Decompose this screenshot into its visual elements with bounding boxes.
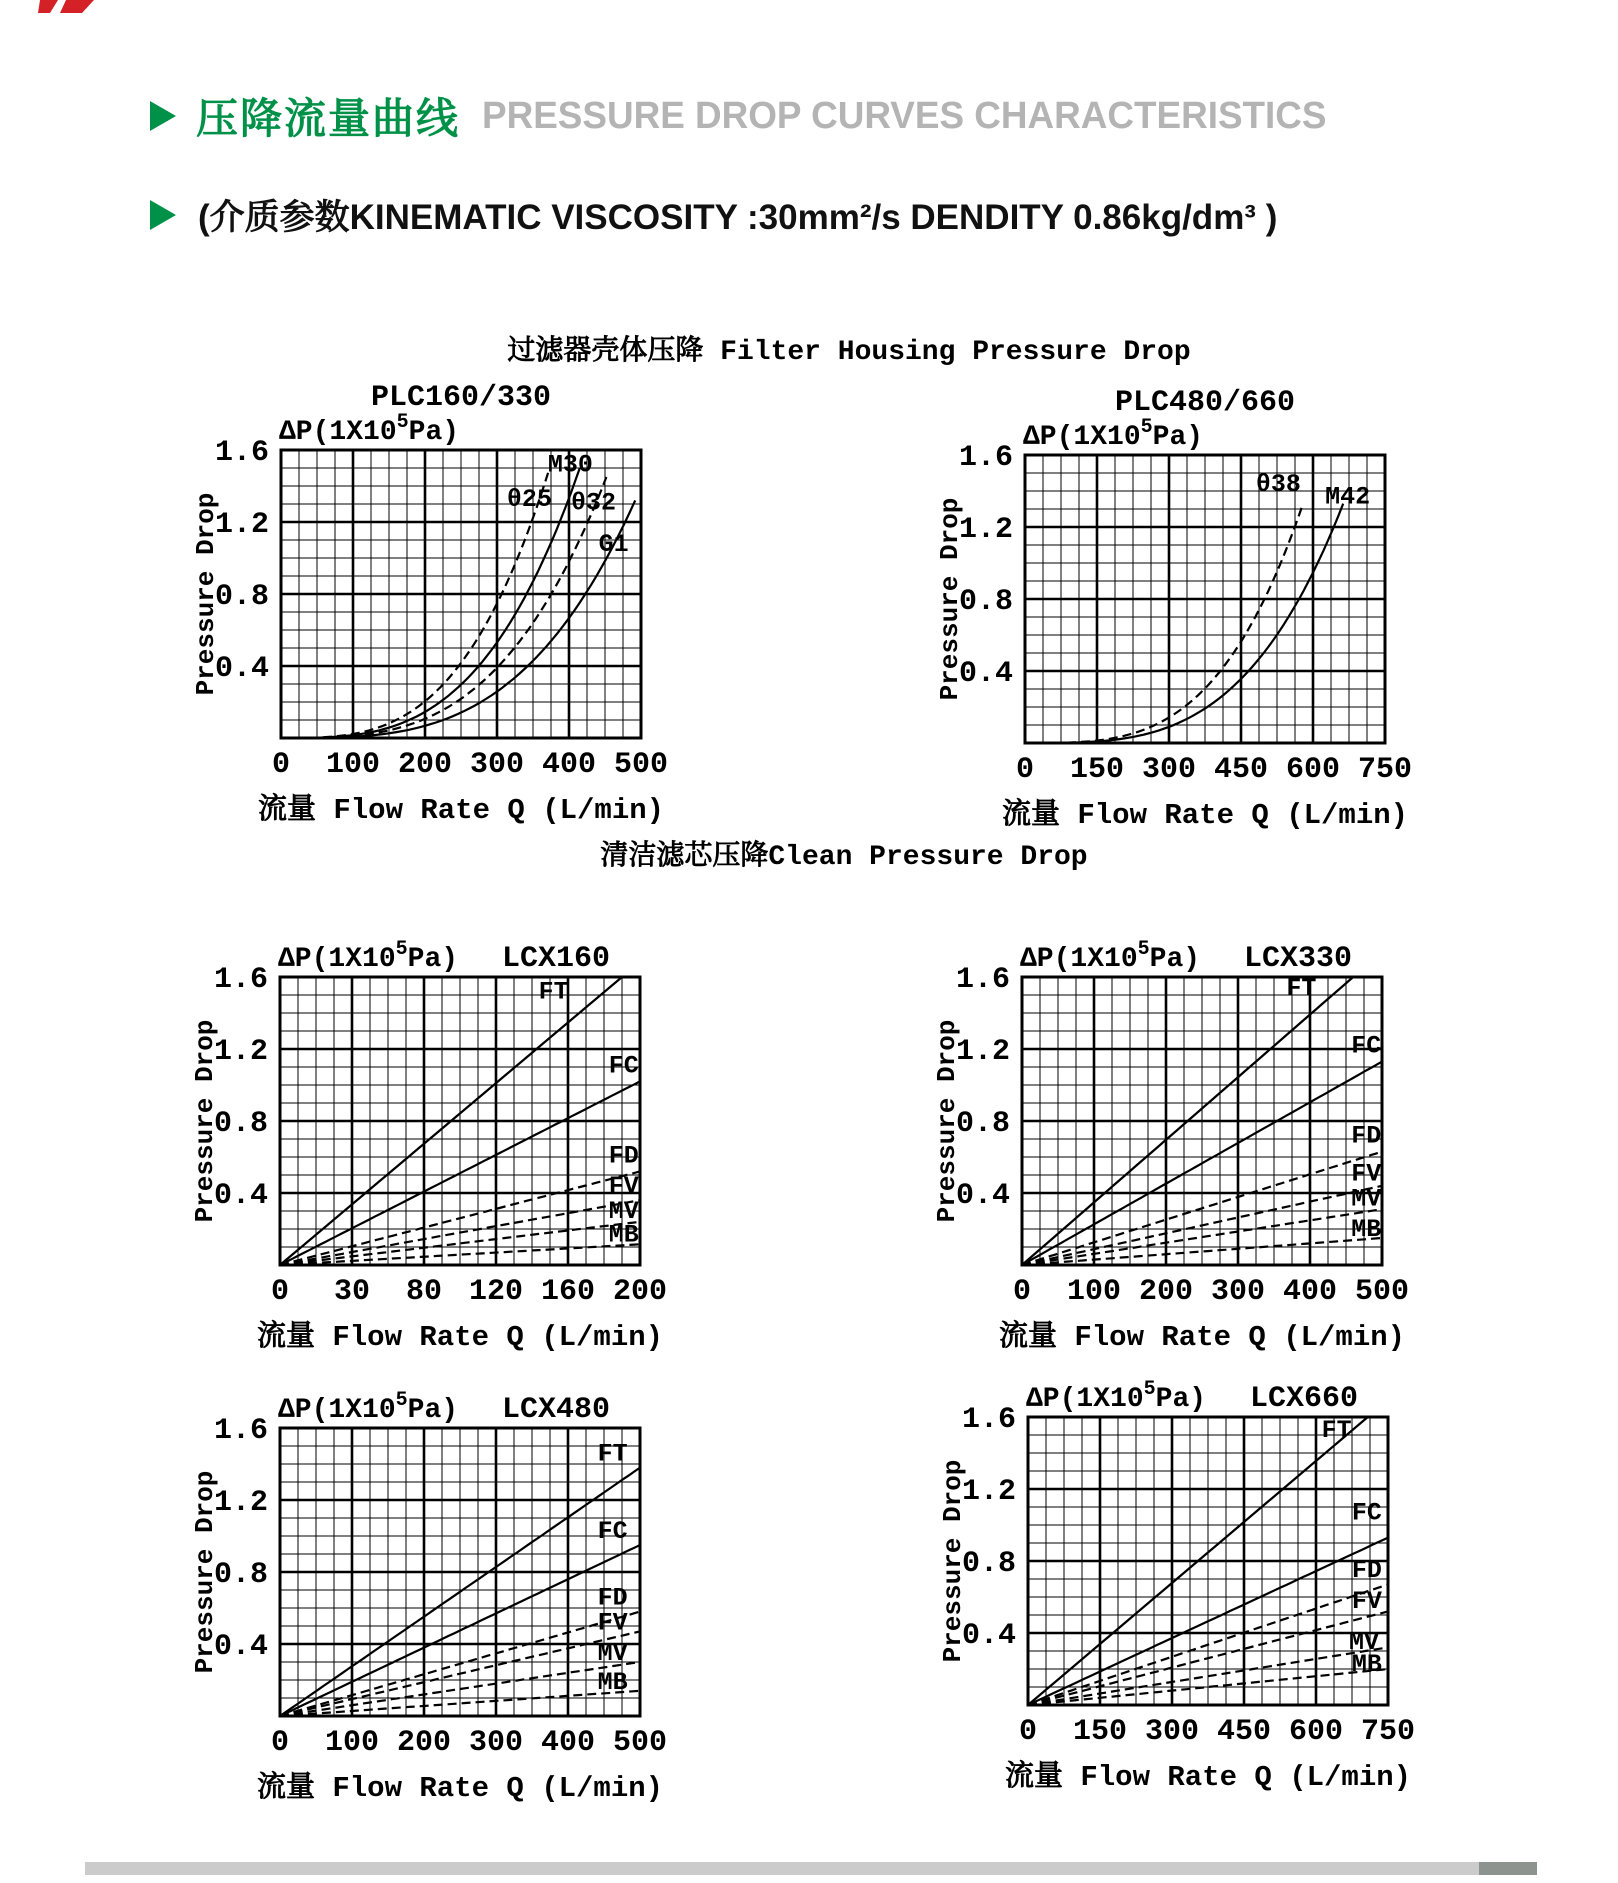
chart-title: PLC480/660 xyxy=(1114,386,1296,420)
section-title-housing: 过滤器壳体压降 Filter Housing Pressure Drop xyxy=(507,337,1191,368)
x-tick: 150 xyxy=(1069,753,1125,787)
x-tick: 0 xyxy=(270,1275,290,1309)
x-tick: 100 xyxy=(324,1726,380,1760)
x-tick: 0 xyxy=(270,1726,290,1760)
chart-svg-PLC480/660 xyxy=(905,380,1445,845)
curve-label-MV: MV xyxy=(597,1639,628,1669)
chart-svg-LCX330 xyxy=(902,902,1442,1367)
dp-axis-label: $\Delta P(1X10^5Pa)$ xyxy=(279,411,460,448)
chart-svg-LCX480 xyxy=(160,1353,700,1818)
x-tick: 400 xyxy=(540,1726,596,1760)
curve-label-MB: MB xyxy=(1351,1215,1382,1245)
x-tick: 0 xyxy=(271,748,291,782)
y-axis-name: Pressure Drop xyxy=(191,492,221,696)
y-tick: 1.2 xyxy=(213,1035,268,1069)
bullet-arrow-icon xyxy=(150,101,176,131)
chart-title: LCX660 xyxy=(1250,1382,1359,1416)
x-tick: 750 xyxy=(1360,1715,1416,1749)
x-tick: 0 xyxy=(1015,753,1035,787)
x-tick: 200 xyxy=(612,1275,668,1309)
y-tick: 1.6 xyxy=(955,963,1010,997)
curve-label-FD: FD xyxy=(1351,1121,1382,1151)
x-tick: 400 xyxy=(1282,1275,1338,1309)
x-tick: 300 xyxy=(1144,1715,1200,1749)
y-tick: 0.8 xyxy=(213,1558,268,1592)
curve-label-MB: MB xyxy=(608,1220,639,1250)
chart-lcx330 xyxy=(902,902,1442,1367)
chart-title: LCX160 xyxy=(502,942,611,976)
x-tick: 100 xyxy=(1066,1275,1122,1309)
x-tick: 400 xyxy=(541,748,597,782)
y-tick: 1.6 xyxy=(213,1414,268,1448)
chart-svg-LCX660 xyxy=(908,1342,1448,1807)
y-tick: 0.8 xyxy=(961,1547,1016,1581)
y-tick: 1.2 xyxy=(955,1035,1010,1069)
curve-label-MB: MB xyxy=(1351,1649,1382,1679)
y-axis-name: Pressure Drop xyxy=(935,497,965,701)
dp-axis-label: $\Delta P(1X10^5Pa)$ xyxy=(1023,416,1204,453)
curve-label-FT: FT xyxy=(538,977,569,1007)
y-tick: 0.4 xyxy=(961,1619,1016,1653)
header-row-params xyxy=(150,190,1277,240)
media-params-text: (介质参数KINEMATIC VISCOSITY :30mm²/s DENDITY 0.86kg/dm³ ) xyxy=(198,198,1278,237)
y-tick: 1.6 xyxy=(214,436,269,470)
page-title-en: PRESSURE DROP CURVES CHARACTERISTICS xyxy=(482,94,1327,137)
x-tick: 160 xyxy=(540,1275,596,1309)
dp-axis-label: $\Delta P(1X10^5Pa)$ xyxy=(278,938,459,975)
chart-plc480-660 xyxy=(905,380,1445,845)
curve-label-FC: FC xyxy=(597,1516,628,1546)
chart-title: PLC160/330 xyxy=(370,381,552,415)
page-title-cn: 压降流量曲线 xyxy=(196,95,461,142)
x-tick: 300 xyxy=(469,748,525,782)
curve-label-FD: FD xyxy=(1351,1556,1382,1586)
y-axis-name: Pressure Drop xyxy=(938,1459,968,1663)
curve-label-θ25: θ25 xyxy=(506,484,552,514)
x-axis-name: 流量 Flow Rate Q (L/min) xyxy=(257,794,665,827)
dp-axis-label: $\Delta P(1X10^5Pa)$ xyxy=(1020,938,1201,975)
y-tick: 0.8 xyxy=(958,585,1013,619)
x-tick: 450 xyxy=(1213,753,1269,787)
section-title-clean: 清洁滤芯压降Clean Pressure Drop xyxy=(600,842,1088,873)
y-tick: 1.2 xyxy=(961,1475,1016,1509)
chart-plc160-330 xyxy=(161,375,701,840)
x-tick: 30 xyxy=(333,1275,371,1309)
x-axis-name: 流量 Flow Rate Q (L/min) xyxy=(256,1321,664,1354)
x-tick: 500 xyxy=(1354,1275,1410,1309)
curve-label-G1: G1 xyxy=(598,529,629,559)
x-tick: 0 xyxy=(1018,1715,1038,1749)
y-tick: 0.8 xyxy=(213,1107,268,1141)
y-tick: 1.6 xyxy=(958,441,1013,475)
x-tick: 600 xyxy=(1285,753,1341,787)
footer-accent-bar xyxy=(1479,1862,1537,1875)
x-tick: 750 xyxy=(1357,753,1413,787)
x-tick: 100 xyxy=(325,748,381,782)
chart-lcx480 xyxy=(160,1353,700,1818)
x-tick: 500 xyxy=(612,1726,668,1760)
curve-label-FV: FV xyxy=(1351,1159,1382,1189)
footer-bar xyxy=(85,1862,1537,1875)
y-tick: 0.4 xyxy=(958,657,1013,691)
curve-label-M42: M42 xyxy=(1325,482,1371,512)
x-tick: 600 xyxy=(1288,1715,1344,1749)
x-axis-name: 流量 Flow Rate Q (L/min) xyxy=(1001,799,1409,832)
x-tick: 300 xyxy=(1210,1275,1266,1309)
curve-label-FV: FV xyxy=(1351,1586,1382,1616)
curve-label-FD: FD xyxy=(597,1583,628,1613)
x-axis-name: 流量 Flow Rate Q (L/min) xyxy=(998,1321,1406,1354)
y-tick: 1.2 xyxy=(213,1486,268,1520)
chart-title: LCX480 xyxy=(502,1393,611,1427)
y-tick: 0.4 xyxy=(213,1630,268,1664)
y-tick: 0.4 xyxy=(214,652,269,686)
y-tick: 0.4 xyxy=(213,1179,268,1213)
curve-label-FC: FC xyxy=(608,1051,639,1081)
curve-label-M30: M30 xyxy=(547,450,593,480)
curve-label-MV: MV xyxy=(1351,1184,1382,1214)
x-tick: 200 xyxy=(396,1726,452,1760)
chart-lcx160 xyxy=(160,902,700,1367)
curve-label-MV: MV xyxy=(1348,1628,1380,1658)
curve-label-MV: MV xyxy=(608,1197,639,1227)
y-axis-name: Pressure Drop xyxy=(190,1470,220,1674)
x-axis-name: 流量 Flow Rate Q (L/min) xyxy=(1004,1761,1412,1794)
chart-svg-PLC160/330 xyxy=(161,375,701,840)
y-tick: 1.2 xyxy=(214,508,269,542)
curve-label-FC: FC xyxy=(1351,1031,1382,1061)
x-axis-name: 流量 Flow Rate Q (L/min) xyxy=(256,1772,664,1805)
y-axis-name: Pressure Drop xyxy=(190,1019,220,1223)
chart-title: LCX330 xyxy=(1244,942,1353,976)
curve-label-MB: MB xyxy=(597,1668,628,1697)
logo-fragment-icon xyxy=(38,0,96,14)
y-tick: 1.6 xyxy=(961,1403,1016,1437)
curve-label-FV: FV xyxy=(597,1608,628,1638)
x-tick: 450 xyxy=(1216,1715,1272,1749)
x-tick: 300 xyxy=(1141,753,1197,787)
curve-label-FT: FT xyxy=(1286,974,1317,1003)
header-row-title xyxy=(150,86,1353,146)
y-tick: 0.4 xyxy=(955,1179,1010,1213)
curve-label-FC: FC xyxy=(1351,1498,1382,1528)
x-tick: 120 xyxy=(468,1275,524,1309)
curve-label-FV: FV xyxy=(608,1172,639,1201)
x-tick: 300 xyxy=(468,1726,524,1760)
x-tick: 0 xyxy=(1012,1275,1032,1309)
curve-label-θ38: θ38 xyxy=(1255,470,1301,499)
curve-label-FT: FT xyxy=(1321,1415,1352,1445)
curve-label-FT: FT xyxy=(597,1439,628,1469)
bullet-arrow-icon xyxy=(150,200,176,230)
curve-label-FD: FD xyxy=(608,1141,639,1171)
x-tick: 150 xyxy=(1072,1715,1128,1749)
dp-axis-label: $\Delta P(1X10^5Pa)$ xyxy=(278,1389,459,1426)
dp-axis-label: $\Delta P(1X10^5Pa)$ xyxy=(1026,1378,1207,1415)
y-tick: 0.8 xyxy=(214,580,269,614)
y-tick: 1.2 xyxy=(958,513,1013,547)
y-tick: 0.8 xyxy=(955,1107,1010,1141)
x-tick: 200 xyxy=(1138,1275,1194,1309)
chart-lcx660 xyxy=(908,1342,1448,1807)
y-axis-name: Pressure Drop xyxy=(932,1019,962,1223)
x-tick: 80 xyxy=(405,1275,443,1309)
curve-label-θ32: θ32 xyxy=(570,488,617,518)
x-tick: 200 xyxy=(397,748,453,782)
x-tick: 500 xyxy=(613,748,669,782)
chart-svg-LCX160 xyxy=(160,902,700,1367)
y-tick: 1.6 xyxy=(213,963,268,997)
